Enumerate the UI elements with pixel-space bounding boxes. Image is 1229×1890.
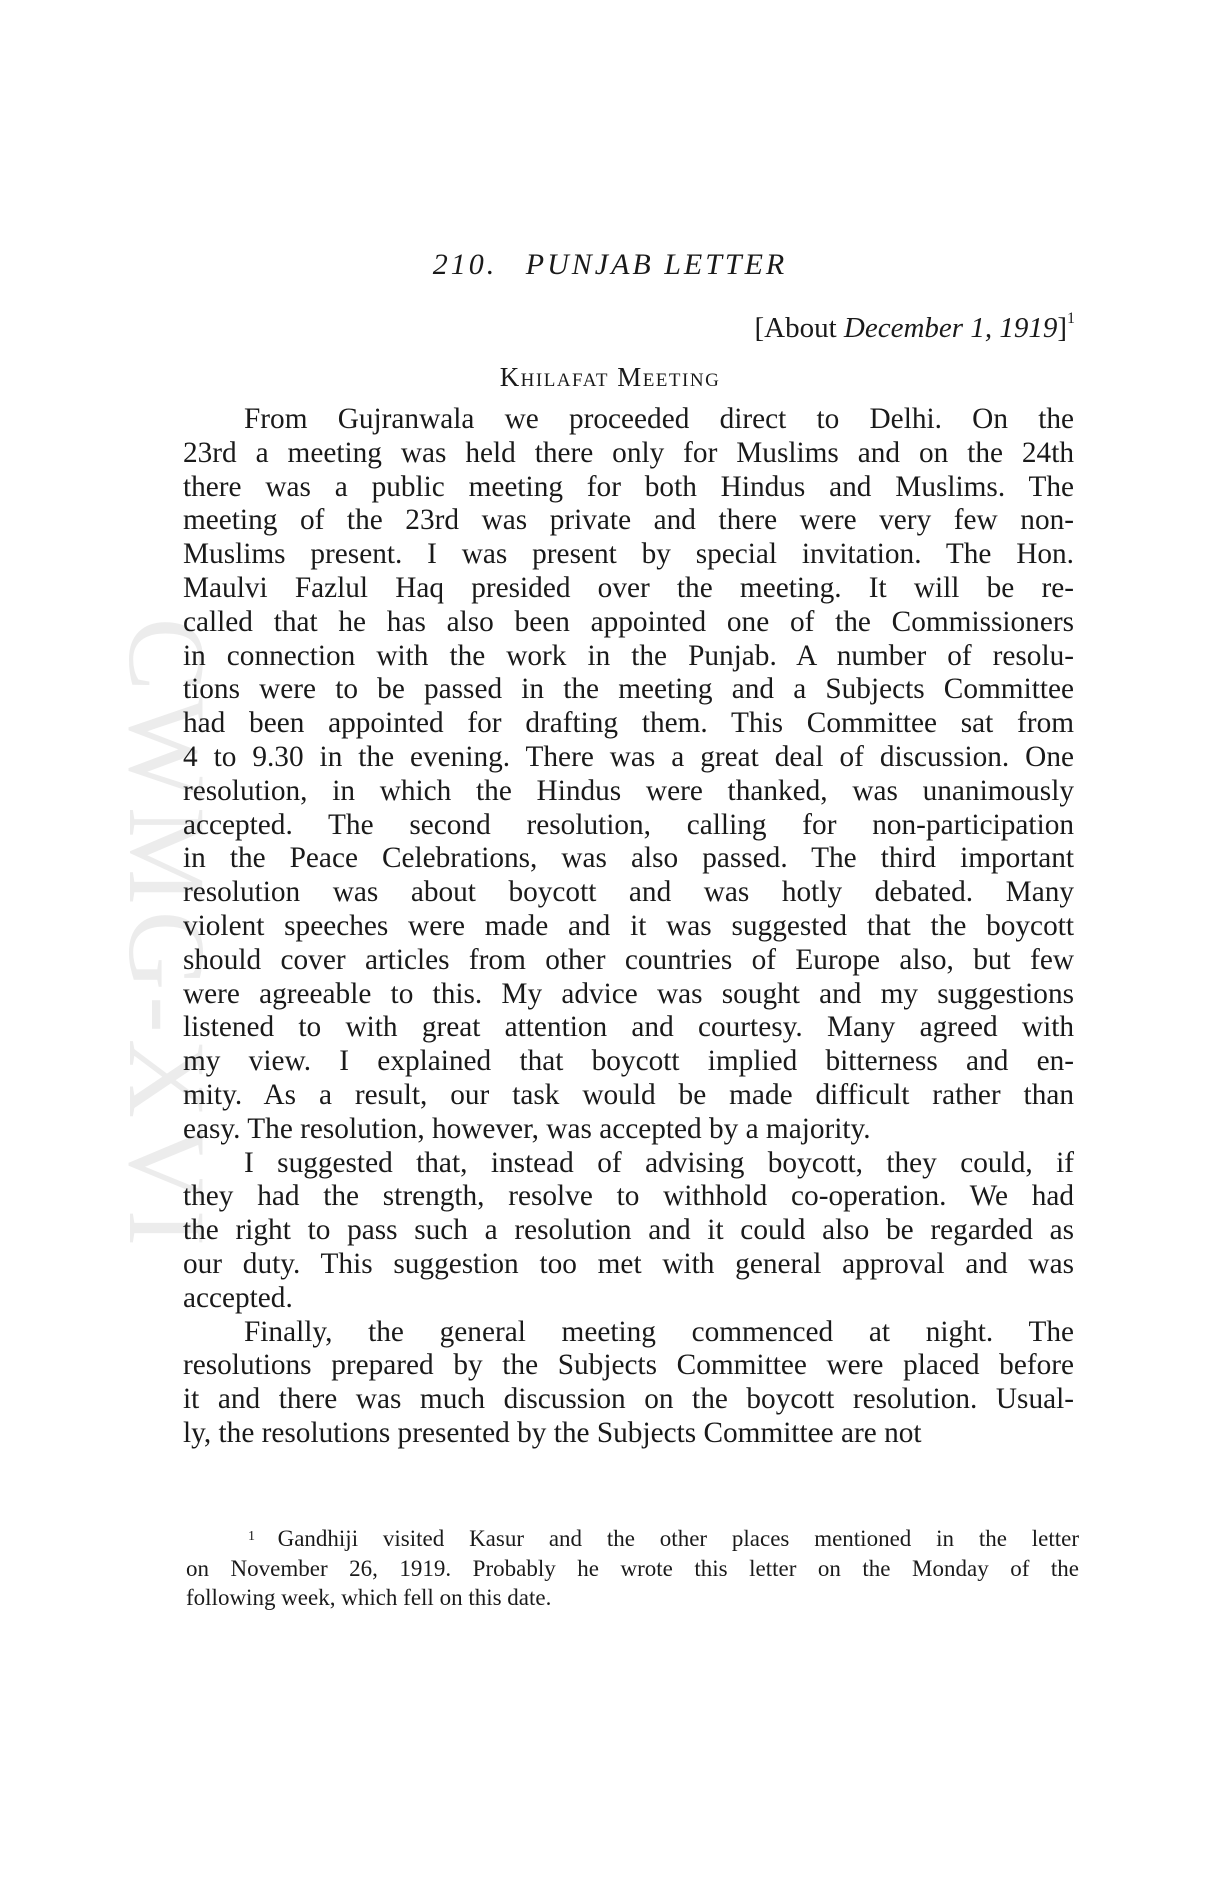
text-line: mity. As a result, our task would be made difficult rather than <box>183 1078 1074 1111</box>
watermark-text: CWMG-XVI <box>106 617 228 1253</box>
text-line: violent speeches were made and it was suggested that the boycott <box>183 909 1074 942</box>
text-line: my view. I explained that boycott implied bitterness and en- <box>183 1045 1074 1078</box>
text-line: listened to with great attention and courtesy. Many agreed with <box>183 1011 1074 1044</box>
text-line: meeting of the 23rd was private and there were very few non- <box>183 504 1074 537</box>
text-line: ly, the resolutions presented by the Subjects Committee are not <box>183 1416 922 1449</box>
text-line: Finally, the general meeting commenced at night. The <box>244 1315 1074 1348</box>
dateline-date: December 1, 1919 <box>843 312 1058 344</box>
text-line: resolutions prepared by the Subjects Committee were placed before <box>183 1349 1074 1382</box>
text-line: there was a public meeting for both Hindus and Muslims. The <box>183 470 1074 503</box>
text-line: easy. The resolution, however, was accepted by a majority. <box>183 1112 871 1145</box>
paragraph <box>183 1316 1074 1451</box>
letter-title-text: PUNJAB LETTER <box>525 248 788 281</box>
text-line: I suggested that, instead of advising boycott, they could, if <box>244 1146 1074 1179</box>
text-line: accepted. <box>183 1281 293 1314</box>
paragraph <box>183 403 1074 1147</box>
dateline-close: ] <box>1057 312 1067 344</box>
text-line: 4 to 9.30 in the evening. There was a great deal of discussion. One <box>183 740 1074 773</box>
text-line: had been appointed for drafting them. This Committee sat from <box>183 707 1074 740</box>
text-line: tions were to be passed in the meeting and a Subjects Committee <box>183 673 1074 706</box>
footnote-line: on November 26, 1919. Probably he wrote this letter on the Monday of the <box>186 1555 1079 1581</box>
letter-title <box>300 248 920 282</box>
text-line: Maulvi Fazlul Haq presided over the meeting. It will be re- <box>183 571 1074 604</box>
footnote <box>186 1524 1079 1613</box>
text-line: accepted. The second resolution, calling for non-participation <box>183 808 1074 841</box>
text-line: called that he has also been appointed one of the Commissioners <box>183 605 1074 638</box>
text-line: it and there was much discussion on the boycott resolution. Usual- <box>183 1383 1074 1416</box>
text-line: should cover articles from other countries of Europe also, but few <box>183 943 1074 976</box>
text-line: in the Peace Celebrations, was also passed. The third important <box>183 842 1074 875</box>
letter-body <box>183 403 1074 1451</box>
dateline-open: [About <box>754 312 844 344</box>
text-line: resolution was about boycott and was hotly debated. Many <box>183 876 1074 909</box>
section-heading: Khilafat Meeting <box>499 362 721 392</box>
footnote-line: following week, which fell on this date. <box>186 1585 552 1610</box>
text-line: 23rd a meeting was held there only for Muslims and on the 24th <box>183 436 1074 469</box>
dateline <box>754 312 1075 345</box>
text-line: From Gujranwala we proceeded direct to Delhi. On the <box>244 403 1074 435</box>
text-line: they had the strength, resolve to withhold co-operation. We had <box>183 1180 1074 1213</box>
footnote-text: Gandhiji visited Kasur and the other places mentioned in the letter <box>277 1526 1080 1551</box>
text-line: the right to pass such a resolution and it could also be regarded as <box>183 1214 1074 1247</box>
text-line: our duty. This suggestion too met with general approval and was <box>183 1247 1074 1280</box>
footnote-marker: 1 <box>248 1529 278 1544</box>
footnote-line <box>186 1524 1079 1554</box>
text-line: Muslims present. I was present by special invitation. The Hon. <box>183 538 1074 571</box>
text-line: in connection with the work in the Punjab. A number of resolu- <box>183 639 1074 672</box>
text-line: resolution, in which the Hindus were thanked, was unanimously <box>183 774 1074 807</box>
text-line: were agreeable to this. My advice was sought and my suggestions <box>183 977 1074 1010</box>
paragraph <box>183 1147 1074 1316</box>
letter-number: 210. <box>432 248 498 281</box>
footnote-reference: 1 <box>1067 310 1075 327</box>
